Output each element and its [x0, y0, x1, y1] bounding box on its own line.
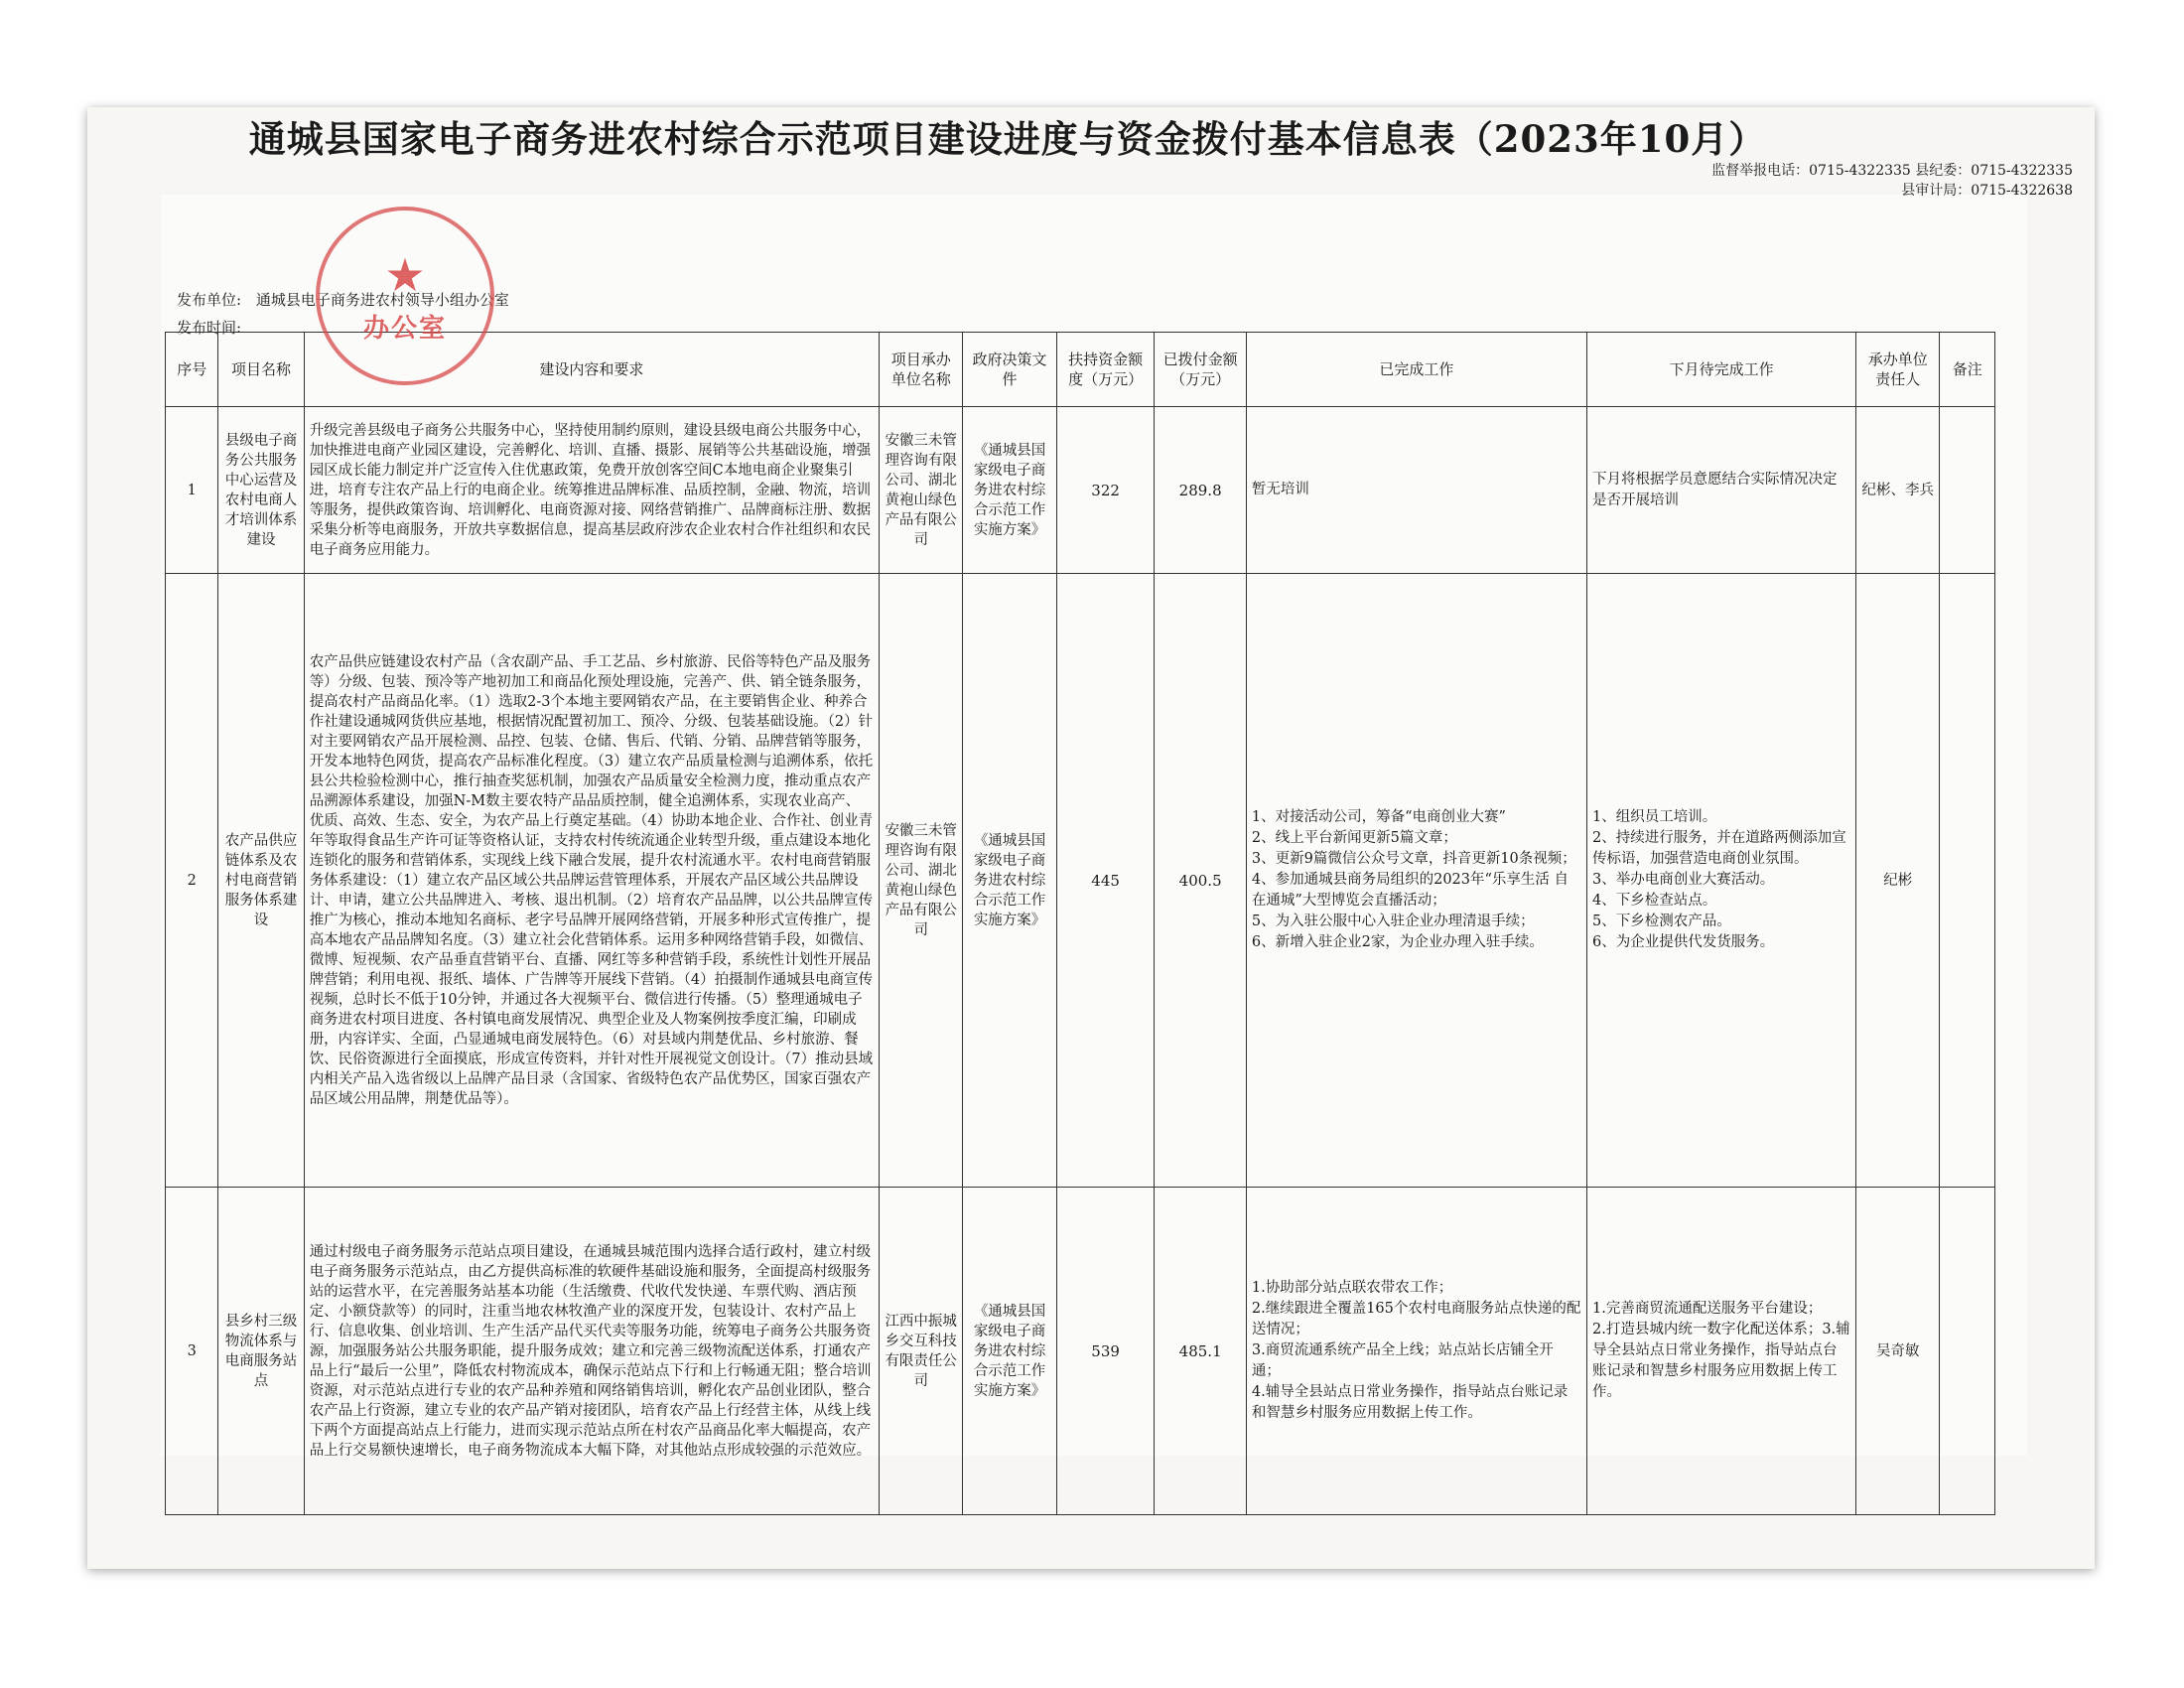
- row-decision: 《通城县国家级电子商务进农村综合示范工作实施方案》: [963, 407, 1057, 574]
- row-paid: 485.1: [1155, 1188, 1246, 1515]
- row-name: 农产品供应链体系及农村电商营销服务体系建设: [218, 574, 304, 1188]
- row-decision: 《通城县国家级电子商务进农村综合示范工作实施方案》: [963, 1188, 1057, 1515]
- row-person: 纪彬、李兵: [1856, 407, 1940, 574]
- row-person: 纪彬: [1856, 574, 1940, 1188]
- row-no: 3: [166, 1188, 218, 1515]
- hotline-block: [1711, 161, 2073, 201]
- header-person: 承办单位责任人: [1856, 333, 1940, 407]
- row-remark: [1940, 407, 1995, 574]
- row-done: 1、对接活动公司，筹备“电商创业大赛” 2、线上平台新闻更新5篇文章； 3、更新9篇微信公众号文章，抖音更新10条视频； 4、参加通城县商务局组织的2023年“乐享生活 自在通城”大型博览会直播活动； 5、为入驻公服中心入驻企业办理清退手续； 6、新增入驻企业2家，为企业办理入驻手续。: [1246, 574, 1586, 1188]
- row-support: 445: [1056, 574, 1155, 1188]
- row-next: 1、组织员工培训。 2、持续进行服务，并在道路两侧添加宣传标语，加强营造电商创业氛围。 3、举办电商创业大赛活动。 4、下乡检查站点。 5、下乡检测农产品。 6、为企业提供代发货服务。: [1586, 574, 1855, 1188]
- progress-table: [165, 332, 1995, 1515]
- table-row: [166, 407, 1995, 574]
- row-unit: 安徽三未管理咨询有限公司、湖北黄袍山绿色产品有限公司: [880, 407, 963, 574]
- header-unit: 项目承办单位名称: [880, 333, 963, 407]
- row-remark: [1940, 574, 1995, 1188]
- row-content: 通过村级电子商务服务示范站点项目建设，在通城县城范围内选择合适行政村，建立村级电子商务服务示范站点，由乙方提供高标准的软硬件基础设施和服务，全面提高村级服务站的运营水平，在完善服务站基本功能（生活缴费、代收代发快递、车票代购、酒店预定、小额贷款等）的同时，注重当地农林牧渔产业的深度开发，包装设计、农村产品上行、信息收集、创业培训、生产生活产品代买代卖等服务功能，统筹电子商务公共服务资源，加强服务站公共服务职能，提升服务成效；建立和完善三级物流配送体系，打通农产品上行“最后一公里”，降低农村物流成本，确保示范站点下行和上行畅通无阻；整合培训资源，对示范站点进行专业的农产品种养殖和网络销售培训，孵化农产品创业团队，整合农产品上行资源，建立专业的农产品产销对接团队，培育农产品上行经营主体，从线上线下两个方面提高站点上行能力，进而实现示范站点所在村农产品商品化率大幅提高，农产品上行交易额快速增长，电子商务物流成本大幅下降，对其他站点形成较强的示范效应。: [304, 1188, 879, 1515]
- row-unit: 江西中振城乡交互科技有限责任公司: [880, 1188, 963, 1515]
- row-decision: 《通城县国家级电子商务进农村综合示范工作实施方案》: [963, 574, 1057, 1188]
- row-no: 2: [166, 574, 218, 1188]
- publisher-label: 发布单位:: [177, 291, 242, 309]
- row-unit: 安徽三未管理咨询有限公司、湖北黄袍山绿色产品有限公司: [880, 574, 963, 1188]
- row-content: 升级完善县级电子商务公共服务中心，坚持使用制约原则，建设县级电商公共服务中心，加快推进电商产业园区建设，完善孵化、培训、直播、摄影、展销等公共基础设施，增强园区成长能力制定并广泛宣传入住优惠政策，免费开放创客空间C本地电商企业聚集引进，培育专注农产品上行的电商企业。统筹推进品牌标准、品质控制，金融、物流，培训等服务，提供政策咨询、培训孵化、电商资源对接、网络营销推广、品牌商标注册、数据采集分析等电商服务，开放共享数据信息，提高基层政府涉农企业农村合作社组织和农民电子商务应用能力。: [304, 407, 879, 574]
- header-support: 扶持资金额度（万元）: [1056, 333, 1155, 407]
- row-support: 539: [1056, 1188, 1155, 1515]
- row-next: 下月将根据学员意愿结合实际情况决定是否开展培训: [1586, 407, 1855, 574]
- row-paid: 289.8: [1155, 407, 1246, 574]
- row-content: 农产品供应链建设农村产品（含农副产品、手工艺品、乡村旅游、民俗等特色产品及服务等）分级、包装、预冷等产地初加工和商品化预处理设施，完善产、供、销全链条服务，提高农村产品商品化率。（1）选取2-3个本地主要网销农产品，在主要销售企业、种养合作社建设通城网货供应基地，根据情况配置初加工、预冷、分级、包装基础设施。（2）针对主要网销农产品开展检测、品控、包装、仓储、售后、代销、分销、品牌营销等服务，开发本地特色网货，提高农产品标准化程度。（3）建立农产品质量检测与追溯体系，依托县公共检验检测中心，推行抽查奖惩机制，加强农产品质量安全检测力度，推动重点农产品溯源体系建设，加强N-M数主要农特产品品质控制，健全追溯体系，实现农业高产、优质、高效、生态、安全，为农产品上行奠定基础。（4）协助本地企业、合作社、创业青年等取得食品生产许可证等资格认证，支持农村传统流通企业转型升级，重点建设本地化连锁化的服务和营销体系，实现线上线下融合发展，提升农村流通水平。农村电商营销服务体系建设：（1）建立农产品区域公共品牌运营管理体系，开展农产品区域公共品牌设计、申请，建立公共品牌进入、考核、退出机制。（2）培育农产品品牌，以公共品牌宣传推广为核心，推动本地知名商标、老字号品牌开展网络营销，开展多种形式宣传推广，提高本地农产品品牌知名度。（3）建立社会化营销体系。运用多种网络营销手段，如微信、微博、短视频、农产品垂直营销平台、直播、网红等多种营销手段，系统性计划性开展品牌营销；利用电视、报纸、墙体、广告牌等开展线下营销。（4）拍摄制作通城县电商宣传视频，总时长不低于10分钟，并通过各大视频平台、微信进行传播。（5）整理通城电子商务进农村项目进度、各村镇电商发展情况、典型企业及人物案例按季度汇编，印刷成册，内容详实、全面，凸显通城电商发展特色。（6）对县域内荆楚优品、乡村旅游、餐饮、民俗资源进行全面摸底，形成宣传资料，并针对性开展视觉文创设计。（7）推动县域内相关产品入选省级以上品牌产品目录（含国家、省级特色农产品优势区，国家百强农产品区域公用品牌，荆楚优品等）。: [304, 574, 879, 1188]
- hotline-line-1: 监督举报电话：0715-4322335 县纪委：0715-4322335: [1711, 163, 2073, 179]
- table-row: [166, 574, 1995, 1188]
- header-remark: 备注: [1940, 333, 1995, 407]
- header-done: 已完成工作: [1246, 333, 1586, 407]
- header-next: 下月待完成工作: [1586, 333, 1855, 407]
- seal-star-icon: ★: [384, 248, 426, 302]
- row-name: 县乡村三级物流体系与电商服务站点: [218, 1188, 304, 1515]
- header-decision: 政府决策文件: [963, 333, 1057, 407]
- publish-time-label: 发布时间:: [177, 319, 242, 337]
- header-no: 序号: [166, 333, 218, 407]
- publisher-value: 通城县电子商务进农村领导小组办公室: [255, 291, 509, 309]
- row-support: 322: [1056, 407, 1155, 574]
- row-paid: 400.5: [1155, 574, 1246, 1188]
- row-no: 1: [166, 407, 218, 574]
- publisher-line: [177, 290, 509, 310]
- document-title: 通城县国家电子商务进农村综合示范项目建设进度与资金拨付基本信息表（2023年10月）: [248, 117, 1767, 161]
- row-done: 暂无培训: [1246, 407, 1586, 574]
- seal-text: 办公室: [362, 314, 447, 344]
- row-done: 1.协助部分站点联农带农工作； 2.继续跟进全覆盖165个农村电商服务站点快递的配送情况； 3.商贸流通系统产品全上线；站点站长店铺全开通； 4.辅导全县站点日常业务操作，指导站点台账记录和智慧乡村服务应用数据上传工作。: [1246, 1188, 1586, 1515]
- row-name: 县级电子商务公共服务中心运营及农村电商人才培训体系建设: [218, 407, 304, 574]
- table-header-row: [166, 333, 1995, 407]
- row-next: 1.完善商贸流通配送服务平台建设； 2.打造县城内统一数字化配送体系；3.辅导全县站点日常业务操作，指导站点台账记录和智慧乡村服务应用数据上传工作。: [1586, 1188, 1855, 1515]
- hotline-line-2: 县审计局：0715-4322638: [1901, 183, 2073, 199]
- header-content: 建设内容和要求: [304, 333, 879, 407]
- header-paid: 已拨付金额（万元）: [1155, 333, 1246, 407]
- header-name: 项目名称: [218, 333, 304, 407]
- table-row: [166, 1188, 1995, 1515]
- row-remark: [1940, 1188, 1995, 1515]
- row-person: 吴奇敏: [1856, 1188, 1940, 1515]
